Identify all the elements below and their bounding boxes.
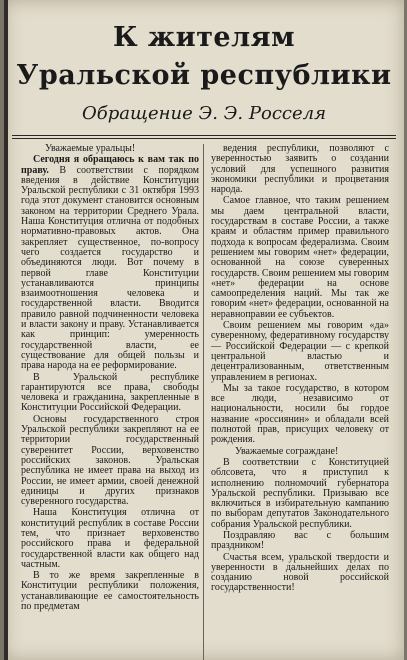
paragraph-yes-federation: Своим решением мы говорим «да» суверенному, федеративному государству — Российской Федерации — с крепкой центральной властью и децентрализованным, ответственным управлением в регионах. [211, 320, 389, 383]
paragraph-independence-end: ведения республики, позволяют с уверенностью заявить о создании условий для успешного развития экономики республики и процветания народа. [211, 144, 389, 196]
paragraph-holiday-greeting: Поздравляю вас с большим праздником! [211, 529, 389, 552]
paragraph-independence-start: В то же время закрепленные в Конституции республики положения, устанавливающие ее самостоятельность по предметам [21, 570, 199, 613]
title-rule-top [12, 135, 396, 136]
title-rule-bottom [12, 138, 396, 139]
paragraph-constitution-difference: Наша Конституция отлична от конституций республик в составе России тем, что признает верховенство российского права и федеральной государственной власти как общего над частным. [21, 507, 199, 570]
paragraph-state-foundations: Основы государственного строя Уральской республики закрепляют на ее территории государственный суверенитет России, верховенство российских законов. Уральская республика не имеет права на выход из России, не имеет армии, своей денежной единицы и других признаков суверенного государства. [21, 413, 199, 508]
article-column-right [211, 144, 389, 660]
paragraph-state-for-all: Мы за такое государство, в котором все люди, независимо от национальности, носили бы гордое название «россиянин» и обладали всей полнотой прав, присущих человеку от рождения. [211, 382, 389, 446]
salutation-citizens: Уважаемые уральцы! [45, 144, 136, 154]
salutation-fellow-citizens: Уважаемые сограждане! [235, 445, 339, 457]
article-subtitle: Обращение Э. Э. Росселя [81, 103, 327, 124]
paragraph-rights: В Уральской республике гарантируются все права, свободы человека и гражданина, закрепленные в Конституции Российской Федерации. [21, 371, 199, 414]
paragraph-closing-wishes: Счастья всем, уральской твердости и уверенности в дальнейших делах по созданию новой российской государственности! [211, 551, 389, 594]
page-edge-shadow [4, 0, 8, 660]
article-column-left [21, 144, 199, 660]
newspaper-page [4, 0, 404, 660]
paragraph-federalism: Самое главное, что таким решением мы даем центральной власти, государствам в составе России, а также краям и областям пример правильного подхода к вопросам федерализма. Своим решением мы говорим «нет» федерации, основанной на союзе суверенных государств. Своим решением мы говорим «нет» федерации на основе самоопределения наций. Мы так же говорим «нет» федерации, основанной на неравноправии ее субъектов. [211, 195, 389, 320]
paragraph-intro-lead: Сегодня я обращаюсь к вам так по праву. [21, 154, 199, 176]
article-title-line-1: К жителям [112, 22, 296, 53]
paragraph-intro [21, 155, 199, 371]
column-divider [203, 144, 204, 660]
paragraph-intro-body: В соответствии с порядком введения в действие Конституции Уральской республики с 31 октября 1993 года этот документ становится основным законом на территории Среднего Урала. Наша Конституция отлична от подобных нормативно-правовых актов. Она закрепляет существенное, по-вопросу чего создается государство и объединяются люди. Вот почему в первой главе Конституции устанавливаются принципы взаимоотношения человека и государственной власти. Вводится правило равной подчиненности человека и власти закону и праву. Устанавливается как принцип: умеренность государственной власти, ее существование для общей пользы и права народа на ее реформирование. [21, 164, 199, 372]
article-title-line-2: Уральской республики [16, 60, 392, 91]
paragraph-governor: В соответствии с Конституцией облсовета, что я приступил к исполнению полномочий губернатора Уральской республики. Призываю все включиться в избирательную кампанию по выборам депутатов Законодательного собрания Уральской республики. [211, 456, 389, 530]
